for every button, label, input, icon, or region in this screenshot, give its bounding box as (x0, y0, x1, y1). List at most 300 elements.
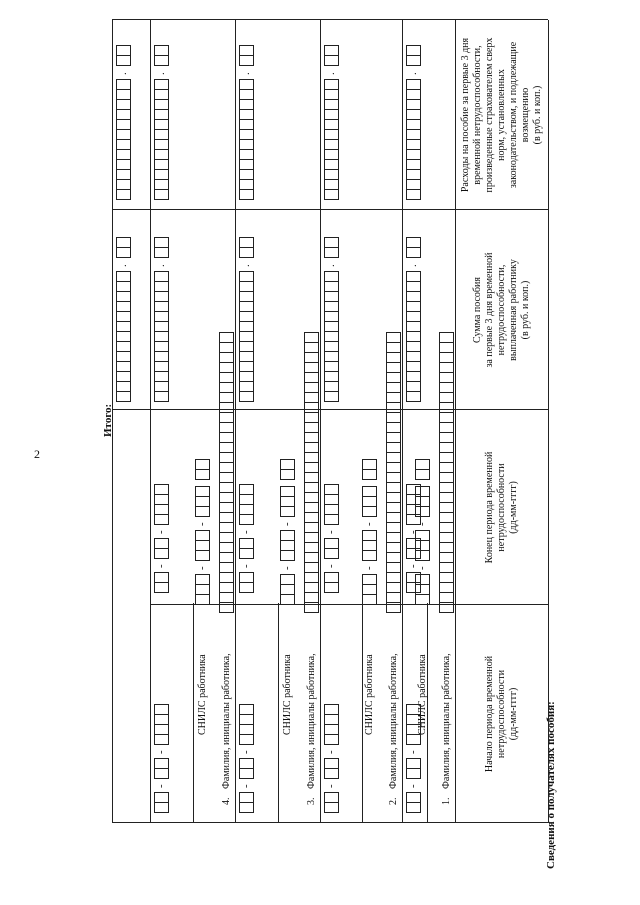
char-box[interactable] (439, 362, 454, 373)
char-box[interactable] (406, 484, 421, 495)
char-box[interactable] (116, 281, 131, 292)
char-box[interactable] (439, 562, 454, 573)
char-box[interactable] (239, 169, 254, 180)
excess-expenses-kopecks[interactable] (154, 46, 169, 66)
char-box[interactable] (386, 442, 401, 453)
char-box[interactable] (386, 352, 401, 363)
start-date-month[interactable] (406, 759, 421, 779)
char-box[interactable] (195, 550, 210, 561)
char-box[interactable] (116, 149, 131, 160)
char-box[interactable] (439, 602, 454, 613)
benefit-sum-kopecks[interactable] (154, 238, 169, 258)
end-date-day[interactable] (239, 573, 254, 593)
char-box[interactable] (324, 351, 339, 362)
char-box[interactable] (439, 512, 454, 523)
char-box[interactable] (219, 542, 234, 553)
char-box[interactable] (362, 459, 377, 470)
char-box[interactable] (362, 594, 377, 605)
char-box[interactable] (195, 459, 210, 470)
char-box[interactable] (439, 572, 454, 583)
char-box[interactable] (324, 159, 339, 170)
char-box[interactable] (154, 381, 169, 392)
char-box[interactable] (219, 512, 234, 523)
char-box[interactable] (324, 514, 339, 525)
char-box[interactable] (154, 237, 169, 248)
employee-name-boxes[interactable] (386, 333, 401, 613)
char-box[interactable] (406, 331, 421, 342)
snils-boxes-4[interactable] (415, 460, 430, 480)
char-box[interactable] (219, 602, 234, 613)
char-box[interactable] (239, 129, 254, 140)
char-box[interactable] (415, 459, 430, 470)
char-box[interactable] (219, 452, 234, 463)
char-box[interactable] (116, 247, 131, 258)
snils-boxes-4[interactable] (195, 460, 210, 480)
char-box[interactable] (154, 331, 169, 342)
char-box[interactable] (406, 582, 421, 593)
char-box[interactable] (239, 119, 254, 130)
char-box[interactable] (154, 734, 169, 745)
char-box[interactable] (406, 381, 421, 392)
char-box[interactable] (362, 574, 377, 585)
benefit-sum-rubles[interactable] (239, 272, 254, 402)
char-box[interactable] (304, 342, 319, 353)
char-box[interactable] (154, 484, 169, 495)
end-date-month[interactable] (324, 539, 339, 559)
char-box[interactable] (154, 281, 169, 292)
char-box[interactable] (154, 89, 169, 100)
char-box[interactable] (406, 237, 421, 248)
char-box[interactable] (116, 311, 131, 322)
char-box[interactable] (239, 504, 254, 515)
char-box[interactable] (116, 301, 131, 312)
char-box[interactable] (406, 189, 421, 200)
char-box[interactable] (304, 392, 319, 403)
char-box[interactable] (386, 552, 401, 563)
char-box[interactable] (406, 734, 421, 745)
char-box[interactable] (195, 584, 210, 595)
char-box[interactable] (280, 530, 295, 541)
char-box[interactable] (439, 502, 454, 513)
char-box[interactable] (386, 382, 401, 393)
char-box[interactable] (195, 486, 210, 497)
char-box[interactable] (406, 271, 421, 282)
total-benefit-sum-kopecks[interactable] (116, 238, 131, 258)
char-box[interactable] (386, 362, 401, 373)
char-box[interactable] (362, 506, 377, 517)
char-box[interactable] (324, 109, 339, 120)
char-box[interactable] (219, 422, 234, 433)
char-box[interactable] (219, 382, 234, 393)
char-box[interactable] (239, 247, 254, 258)
char-box[interactable] (239, 89, 254, 100)
char-box[interactable] (154, 758, 169, 769)
char-box[interactable] (239, 548, 254, 559)
char-box[interactable] (324, 582, 339, 593)
char-box[interactable] (239, 109, 254, 120)
char-box[interactable] (362, 469, 377, 480)
char-box[interactable] (406, 514, 421, 525)
char-box[interactable] (439, 432, 454, 443)
char-box[interactable] (439, 472, 454, 483)
char-box[interactable] (406, 129, 421, 140)
char-box[interactable] (324, 281, 339, 292)
char-box[interactable] (239, 301, 254, 312)
char-box[interactable] (239, 371, 254, 382)
char-box[interactable] (219, 572, 234, 583)
char-box[interactable] (239, 179, 254, 190)
start-date-month[interactable] (239, 759, 254, 779)
char-box[interactable] (116, 109, 131, 120)
char-box[interactable] (439, 342, 454, 353)
char-box[interactable] (116, 237, 131, 248)
char-box[interactable] (362, 584, 377, 595)
char-box[interactable] (154, 704, 169, 715)
char-box[interactable] (324, 494, 339, 505)
char-box[interactable] (406, 724, 421, 735)
char-box[interactable] (324, 504, 339, 515)
char-box[interactable] (304, 412, 319, 423)
char-box[interactable] (154, 109, 169, 120)
start-date-year[interactable] (324, 705, 339, 745)
char-box[interactable] (406, 494, 421, 505)
char-box[interactable] (386, 402, 401, 413)
char-box[interactable] (154, 504, 169, 515)
char-box[interactable] (154, 361, 169, 372)
char-box[interactable] (324, 341, 339, 352)
char-box[interactable] (195, 594, 210, 605)
benefit-sum-rubles[interactable] (406, 272, 421, 402)
excess-expenses-rubles[interactable] (406, 80, 421, 200)
char-box[interactable] (219, 402, 234, 413)
char-box[interactable] (154, 724, 169, 735)
char-box[interactable] (116, 361, 131, 372)
char-box[interactable] (439, 552, 454, 563)
char-box[interactable] (280, 506, 295, 517)
char-box[interactable] (439, 482, 454, 493)
char-box[interactable] (386, 572, 401, 583)
char-box[interactable] (304, 482, 319, 493)
end-date-month[interactable] (154, 539, 169, 559)
char-box[interactable] (304, 582, 319, 593)
char-box[interactable] (406, 149, 421, 160)
char-box[interactable] (219, 582, 234, 593)
char-box[interactable] (406, 768, 421, 779)
char-box[interactable] (304, 372, 319, 383)
char-box[interactable] (116, 321, 131, 332)
snils-boxes-2[interactable] (280, 531, 295, 561)
char-box[interactable] (324, 129, 339, 140)
char-box[interactable] (386, 452, 401, 463)
char-box[interactable] (239, 159, 254, 170)
char-box[interactable] (304, 532, 319, 543)
char-box[interactable] (116, 351, 131, 362)
benefit-sum-kopecks[interactable] (324, 238, 339, 258)
excess-expenses-rubles[interactable] (154, 80, 169, 200)
char-box[interactable] (280, 540, 295, 551)
char-box[interactable] (239, 758, 254, 769)
char-box[interactable] (406, 169, 421, 180)
char-box[interactable] (324, 538, 339, 549)
total-benefit-sum-rubles[interactable] (116, 272, 131, 402)
char-box[interactable] (154, 802, 169, 813)
start-date-day[interactable] (406, 793, 421, 813)
char-box[interactable] (304, 352, 319, 363)
char-box[interactable] (304, 572, 319, 583)
snils-boxes-4[interactable] (362, 460, 377, 480)
char-box[interactable] (406, 99, 421, 110)
char-box[interactable] (386, 532, 401, 543)
char-box[interactable] (154, 159, 169, 170)
char-box[interactable] (154, 768, 169, 779)
char-box[interactable] (406, 802, 421, 813)
char-box[interactable] (324, 99, 339, 110)
snils-boxes-2[interactable] (195, 531, 210, 561)
char-box[interactable] (386, 582, 401, 593)
end-date-day[interactable] (324, 573, 339, 593)
char-box[interactable] (406, 119, 421, 130)
char-box[interactable] (154, 119, 169, 130)
end-date-day[interactable] (406, 573, 421, 593)
total-excess-expenses-kopecks[interactable] (116, 46, 131, 66)
char-box[interactable] (324, 271, 339, 282)
char-box[interactable] (406, 247, 421, 258)
char-box[interactable] (304, 502, 319, 513)
char-box[interactable] (280, 594, 295, 605)
char-box[interactable] (386, 412, 401, 423)
end-date-year[interactable] (324, 485, 339, 525)
char-box[interactable] (219, 362, 234, 373)
snils-boxes-1[interactable] (195, 575, 210, 605)
char-box[interactable] (154, 291, 169, 302)
char-box[interactable] (386, 502, 401, 513)
char-box[interactable] (406, 758, 421, 769)
total-excess-expenses-rubles[interactable] (116, 80, 131, 200)
excess-expenses-kopecks[interactable] (324, 46, 339, 66)
char-box[interactable] (195, 506, 210, 517)
benefit-sum-kopecks[interactable] (406, 238, 421, 258)
char-box[interactable] (239, 79, 254, 90)
char-box[interactable] (195, 540, 210, 551)
char-box[interactable] (439, 582, 454, 593)
char-box[interactable] (386, 332, 401, 343)
char-box[interactable] (154, 538, 169, 549)
char-box[interactable] (304, 402, 319, 413)
char-box[interactable] (304, 512, 319, 523)
char-box[interactable] (324, 45, 339, 56)
char-box[interactable] (304, 552, 319, 563)
char-box[interactable] (239, 391, 254, 402)
char-box[interactable] (116, 99, 131, 110)
char-box[interactable] (406, 89, 421, 100)
char-box[interactable] (324, 802, 339, 813)
char-box[interactable] (219, 332, 234, 343)
char-box[interactable] (406, 159, 421, 170)
char-box[interactable] (154, 99, 169, 110)
char-box[interactable] (439, 422, 454, 433)
char-box[interactable] (304, 362, 319, 373)
char-box[interactable] (219, 562, 234, 573)
snils-boxes-3[interactable] (280, 487, 295, 517)
char-box[interactable] (439, 382, 454, 393)
char-box[interactable] (324, 119, 339, 130)
char-box[interactable] (154, 45, 169, 56)
char-box[interactable] (406, 391, 421, 402)
char-box[interactable] (239, 704, 254, 715)
char-box[interactable] (304, 332, 319, 343)
char-box[interactable] (324, 714, 339, 725)
char-box[interactable] (116, 291, 131, 302)
char-box[interactable] (386, 602, 401, 613)
char-box[interactable] (116, 129, 131, 140)
char-box[interactable] (239, 494, 254, 505)
char-box[interactable] (116, 45, 131, 56)
char-box[interactable] (239, 514, 254, 525)
char-box[interactable] (239, 538, 254, 549)
char-box[interactable] (324, 237, 339, 248)
char-box[interactable] (324, 792, 339, 803)
char-box[interactable] (154, 301, 169, 312)
char-box[interactable] (219, 462, 234, 473)
char-box[interactable] (304, 432, 319, 443)
char-box[interactable] (304, 542, 319, 553)
char-box[interactable] (386, 462, 401, 473)
char-box[interactable] (116, 331, 131, 342)
char-box[interactable] (406, 704, 421, 715)
char-box[interactable] (324, 484, 339, 495)
char-box[interactable] (239, 99, 254, 110)
snils-boxes-3[interactable] (195, 487, 210, 517)
char-box[interactable] (386, 562, 401, 573)
char-box[interactable] (239, 582, 254, 593)
end-date-year[interactable] (154, 485, 169, 525)
char-box[interactable] (219, 442, 234, 453)
char-box[interactable] (324, 381, 339, 392)
char-box[interactable] (239, 237, 254, 248)
char-box[interactable] (324, 391, 339, 402)
char-box[interactable] (324, 291, 339, 302)
snils-boxes-1[interactable] (362, 575, 377, 605)
char-box[interactable] (324, 139, 339, 150)
start-date-day[interactable] (154, 793, 169, 813)
char-box[interactable] (239, 189, 254, 200)
char-box[interactable] (116, 341, 131, 352)
char-box[interactable] (116, 271, 131, 282)
snils-boxes-2[interactable] (362, 531, 377, 561)
char-box[interactable] (116, 139, 131, 150)
snils-boxes-1[interactable] (280, 575, 295, 605)
char-box[interactable] (362, 550, 377, 561)
char-box[interactable] (195, 530, 210, 541)
char-box[interactable] (324, 55, 339, 66)
char-box[interactable] (439, 442, 454, 453)
char-box[interactable] (154, 351, 169, 362)
char-box[interactable] (219, 392, 234, 403)
char-box[interactable] (304, 462, 319, 473)
char-box[interactable] (154, 371, 169, 382)
char-box[interactable] (280, 459, 295, 470)
employee-name-boxes[interactable] (439, 333, 454, 613)
start-date-day[interactable] (239, 793, 254, 813)
char-box[interactable] (239, 55, 254, 66)
char-box[interactable] (154, 792, 169, 803)
char-box[interactable] (154, 247, 169, 258)
start-date-day[interactable] (324, 793, 339, 813)
char-box[interactable] (406, 291, 421, 302)
start-date-month[interactable] (324, 759, 339, 779)
char-box[interactable] (219, 352, 234, 363)
char-box[interactable] (324, 758, 339, 769)
char-box[interactable] (304, 562, 319, 573)
char-box[interactable] (386, 342, 401, 353)
char-box[interactable] (219, 372, 234, 383)
char-box[interactable] (324, 149, 339, 160)
char-box[interactable] (239, 271, 254, 282)
char-box[interactable] (406, 79, 421, 90)
char-box[interactable] (239, 572, 254, 583)
excess-expenses-rubles[interactable] (324, 80, 339, 200)
char-box[interactable] (324, 301, 339, 312)
char-box[interactable] (324, 548, 339, 559)
benefit-sum-rubles[interactable] (324, 272, 339, 402)
char-box[interactable] (324, 768, 339, 779)
char-box[interactable] (219, 592, 234, 603)
char-box[interactable] (324, 247, 339, 258)
char-box[interactable] (195, 496, 210, 507)
char-box[interactable] (304, 522, 319, 533)
char-box[interactable] (239, 311, 254, 322)
char-box[interactable] (239, 734, 254, 745)
char-box[interactable] (239, 381, 254, 392)
char-box[interactable] (362, 496, 377, 507)
employee-name-boxes[interactable] (304, 333, 319, 613)
char-box[interactable] (386, 592, 401, 603)
char-box[interactable] (154, 311, 169, 322)
char-box[interactable] (154, 391, 169, 402)
char-box[interactable] (219, 342, 234, 353)
char-box[interactable] (154, 714, 169, 725)
char-box[interactable] (439, 392, 454, 403)
char-box[interactable] (280, 584, 295, 595)
char-box[interactable] (154, 55, 169, 66)
char-box[interactable] (280, 469, 295, 480)
char-box[interactable] (239, 341, 254, 352)
char-box[interactable] (116, 179, 131, 190)
char-box[interactable] (362, 540, 377, 551)
char-box[interactable] (324, 189, 339, 200)
excess-expenses-kopecks[interactable] (239, 46, 254, 66)
char-box[interactable] (239, 321, 254, 332)
char-box[interactable] (386, 512, 401, 523)
char-box[interactable] (154, 271, 169, 282)
char-box[interactable] (154, 572, 169, 583)
char-box[interactable] (239, 45, 254, 56)
char-box[interactable] (116, 189, 131, 200)
char-box[interactable] (116, 169, 131, 180)
char-box[interactable] (406, 55, 421, 66)
char-box[interactable] (280, 496, 295, 507)
char-box[interactable] (154, 169, 169, 180)
char-box[interactable] (219, 522, 234, 533)
char-box[interactable] (154, 494, 169, 505)
char-box[interactable] (304, 472, 319, 483)
benefit-sum-kopecks[interactable] (239, 238, 254, 258)
char-box[interactable] (154, 341, 169, 352)
char-box[interactable] (406, 341, 421, 352)
char-box[interactable] (219, 432, 234, 443)
char-box[interactable] (324, 321, 339, 332)
char-box[interactable] (406, 321, 421, 332)
